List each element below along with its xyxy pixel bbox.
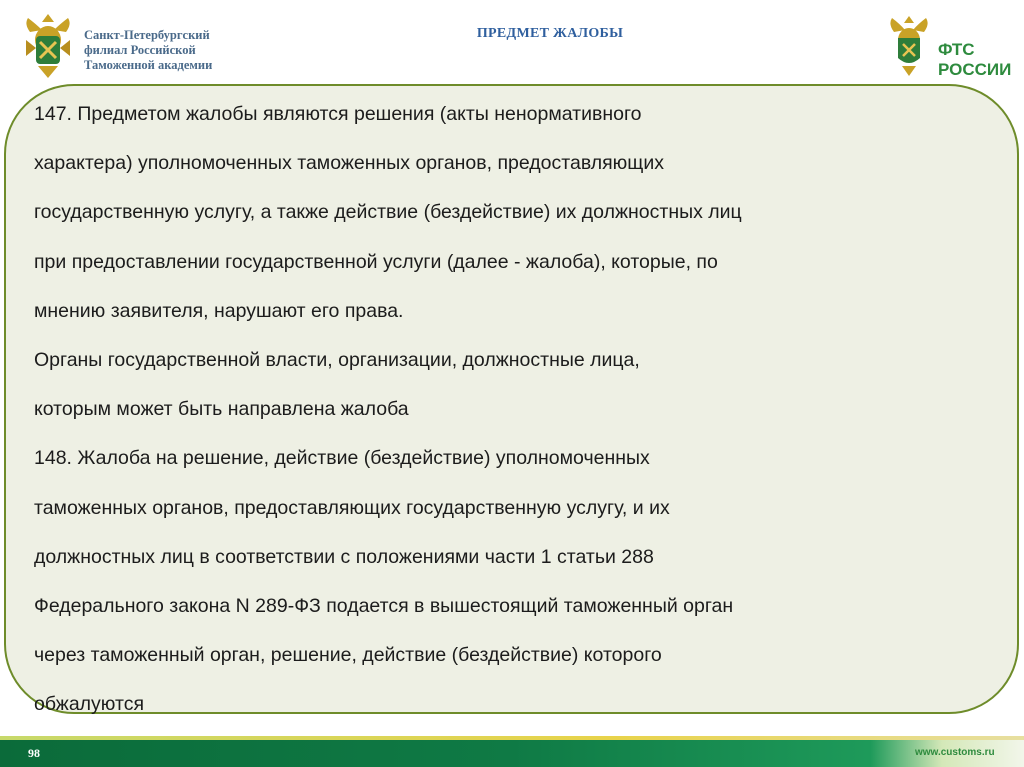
logo-line: ФТС <box>938 40 975 59</box>
text-line: мнению заявителя, нарушают его права. <box>34 299 404 322</box>
organization-name-line: Таможенной академии <box>84 58 213 72</box>
text-line: характера) уполномоченных таможенных органов, предоставляющих <box>34 152 664 175</box>
text-line: при предоставлении государственной услуги (далее - жалоба), которые, по <box>34 250 718 273</box>
text-line: Федерального закона N 289-ФЗ подается в вышестоящий таможенный орган <box>34 595 734 618</box>
text-line: государственную услугу, а также действие (бездействие) их должностных лиц <box>34 201 742 224</box>
double-headed-eagle-emblem-icon <box>20 10 76 82</box>
slide-header <box>0 0 1024 90</box>
logo-line: РОССИИ <box>938 60 1012 79</box>
text-line: Органы государственной власти, организации, должностные лица, <box>34 349 640 372</box>
slide-title: ПРЕДМЕТ ЖАЛОБЫ <box>476 26 624 41</box>
slide-footer <box>0 740 1024 767</box>
text-line: 147. Предметом жалобы являются решения (акты ненормативного <box>34 103 642 125</box>
page-number: 98 <box>28 746 40 760</box>
organization-name-line: Санкт-Петербургский <box>84 28 210 42</box>
text-line: таможенных органов, предоставляющих государственную услугу, и их <box>34 496 670 519</box>
customs-eagle-emblem-icon <box>886 14 932 78</box>
text-line: обжалуются <box>34 693 145 716</box>
body-text <box>34 90 964 730</box>
organization-name <box>84 28 264 73</box>
text-line: через таможенный орган, решение, действие (бездействие) которого <box>34 644 662 667</box>
organization-name-line: филиал Российской <box>84 43 196 57</box>
text-line: которым может быть направлена жалоба <box>34 398 409 421</box>
text-line: 148. Жалоба на решение, действие (бездействие) уполномоченных <box>34 447 650 470</box>
site-url: www.customs.ru <box>915 747 995 758</box>
fts-russia-logo <box>938 40 1011 80</box>
text-line: должностных лиц в соответствии с положениями части 1 статьи 288 <box>34 545 654 568</box>
